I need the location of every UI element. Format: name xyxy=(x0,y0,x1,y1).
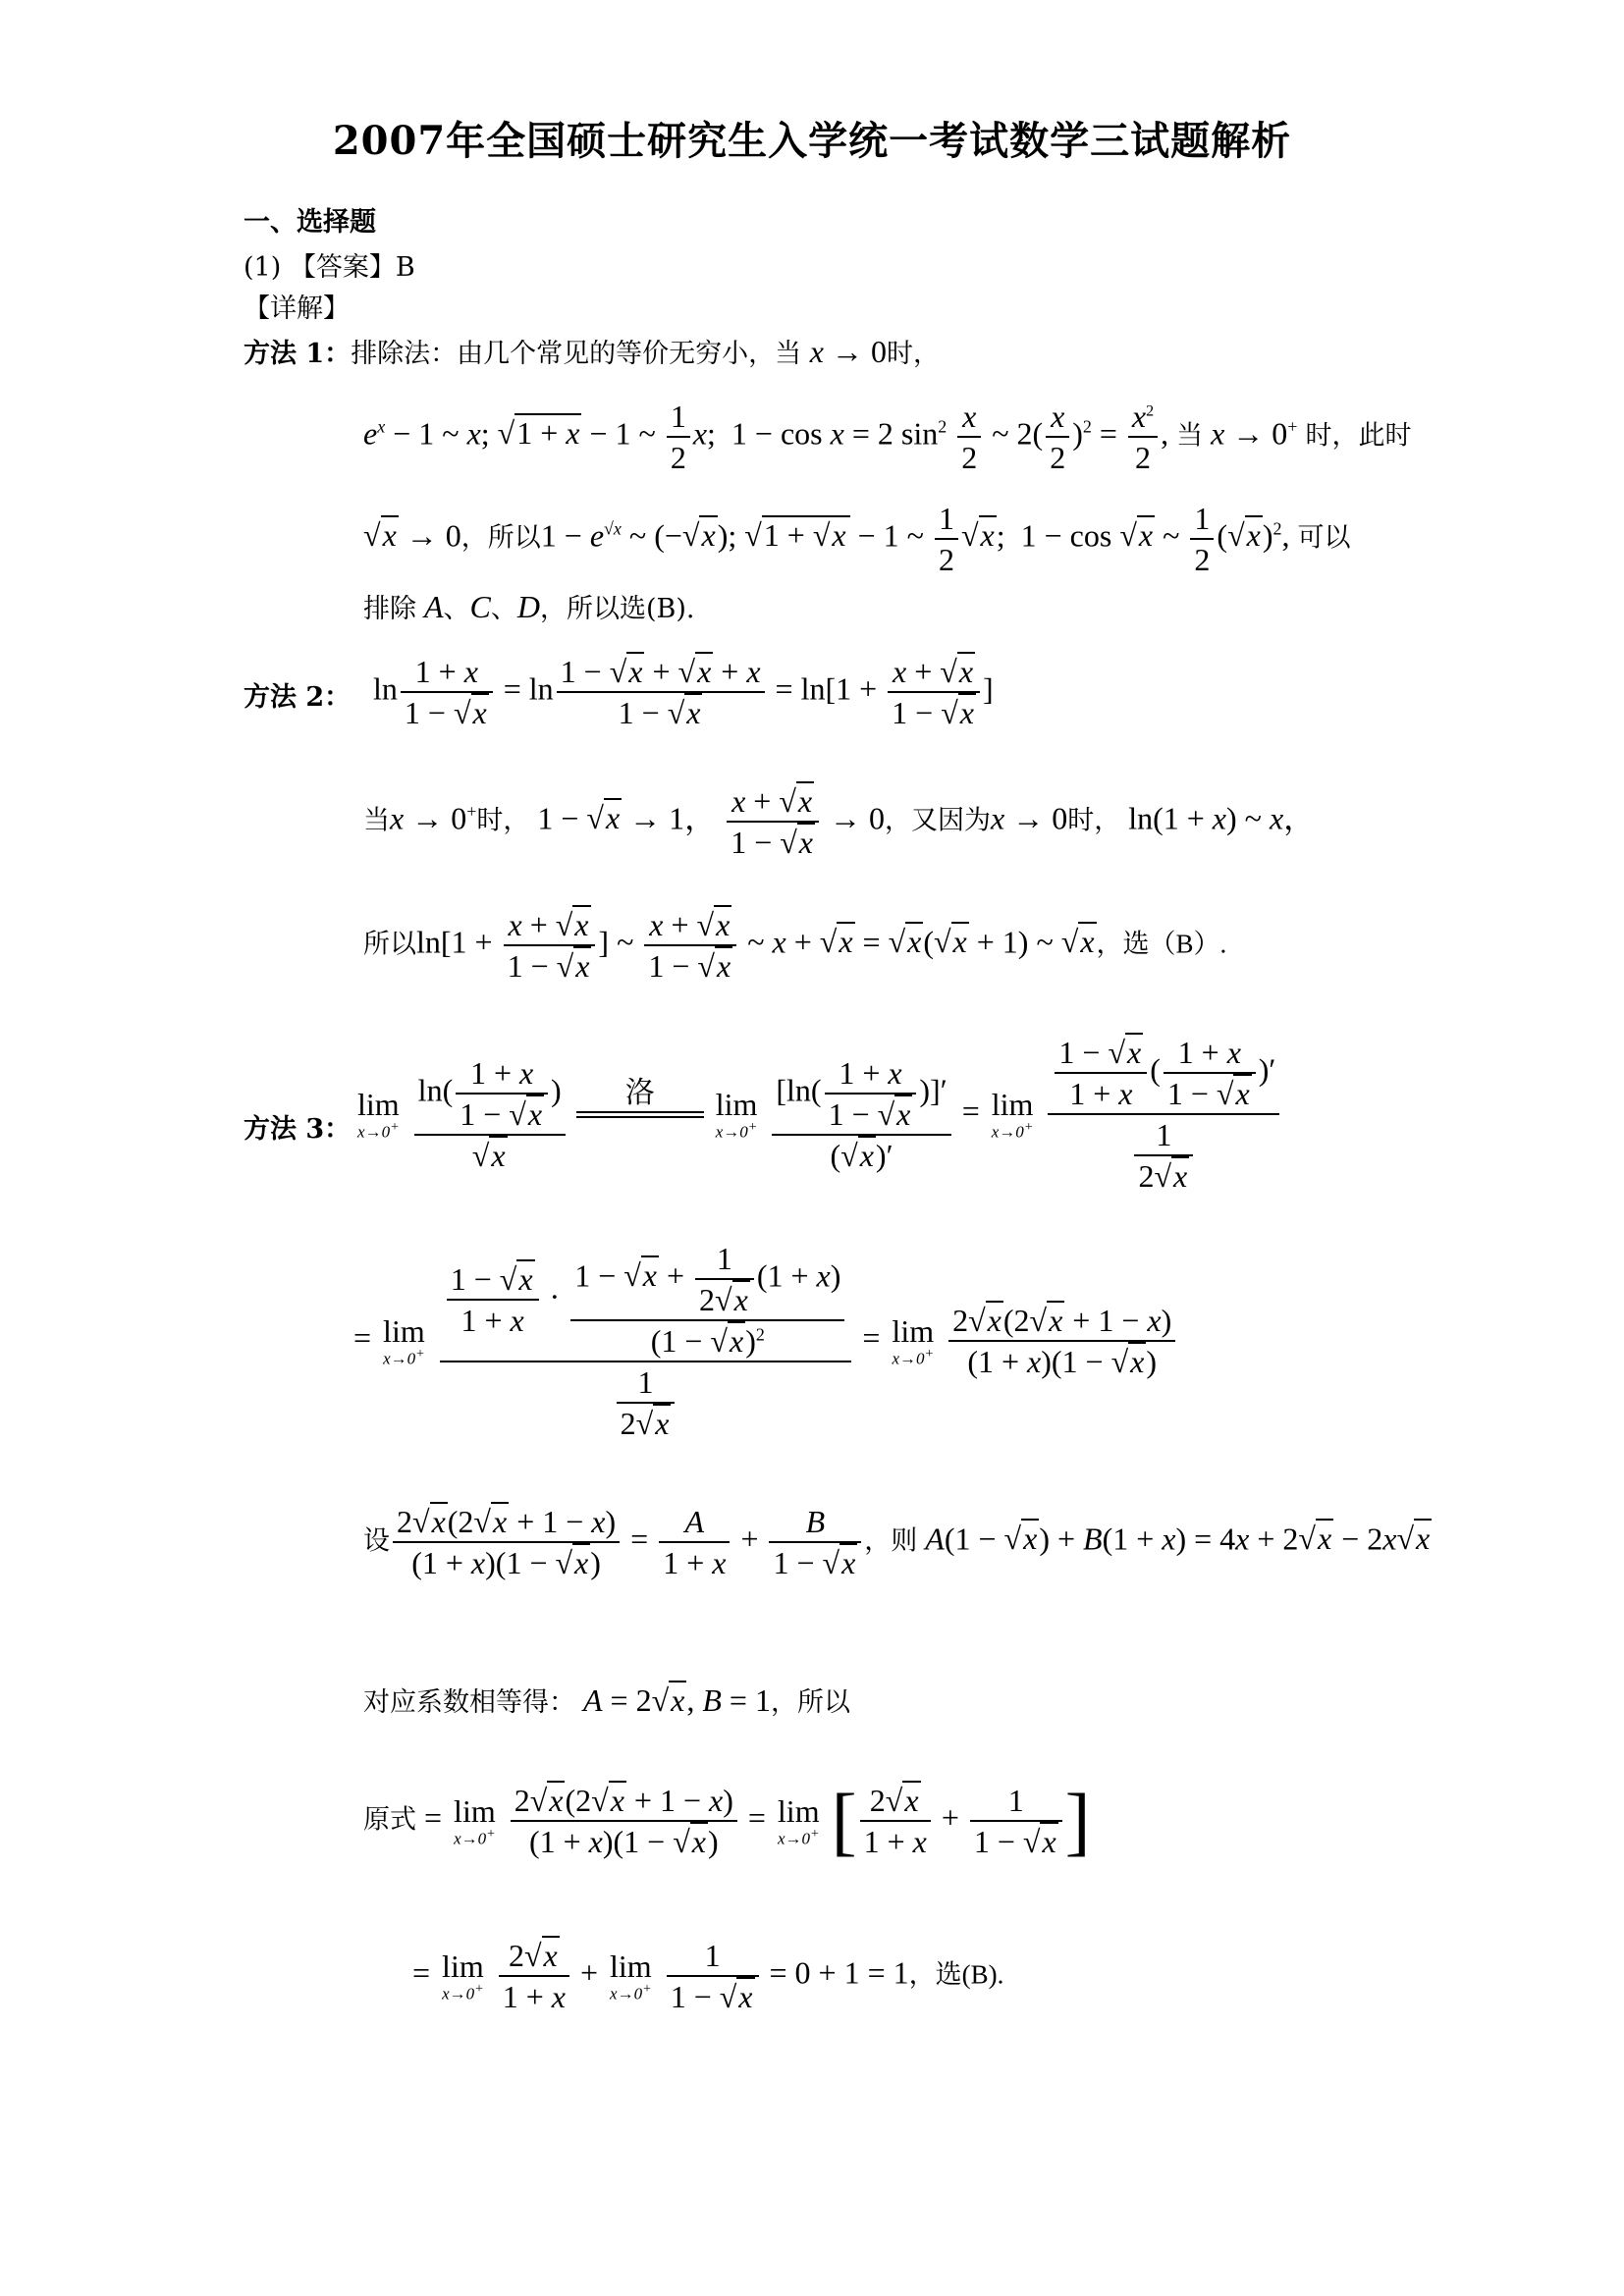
method2-equation-3: 所以ln[1 + $\frac{x + √x}{1 - √x}$ ] ~ $\frac{x + √x}{1 - √x}$ ~ x + √x = √x(√x + 1) ~ √x，选（B）. xyxy=(363,907,1227,984)
method1-equivalences-2: √x → 0，所以$1 - e^{√x}$ ~ (−√x); √1 + √x − 1 ~ $\frac{1}{2}$ √x; 1 − cos √x ~ $\frac{1}{2}$ $(√x)^2$, 可以 xyxy=(363,501,1351,577)
detail-tag: 【详解】 xyxy=(244,294,350,324)
method3-equation-2: = lim x→0+ $\frac{1 - √x}{1 + x}$ · 1 − √x + $\frac{1}{2√x}$ (1 + x) $(1 - √x)^2$ $\frac{1}{2√x}$ = lim x→0+ $\frac{2√x(2√x + 1 - x)}{(1 + x)(1 - √x)}$ xyxy=(353,1239,1178,1443)
method3-equation-3: 设 $\frac{2√x(2√x + 1 - x)}{(1 + x)(1 - √x)}$ = $\frac{A}{1 + x}$ + $\frac{B}{1 - √x}$ ，则 A(1 − √x) + B(1 + x) = 4x + 2√x − 2x√x xyxy=(363,1504,1431,1580)
method2-equation-2: 当x → 0+时， 1 − √x → 1， $\frac{x + √x}{1 - √x}$ → 0，又因为x → 0时， ln(1 + x) ~ x， xyxy=(363,783,1316,860)
method1-conclusion: 排除 A、C、D，所以选(B). xyxy=(363,589,695,624)
page-title: 2007年全国硕士研究生入学统一考试数学三试题解析 xyxy=(332,118,1292,164)
method3-equation-4: 原式 = lim x→0+ $\frac{2√x(2√x + 1 - x)}{(1 + x)(1 - √x)}$ = lim x→0+ [ $\frac{2√x}{1 + x}$ + $\frac{1}{1 - √x}$ ] xyxy=(363,1778,1091,1863)
method3-coefficients: 对应系数相等得： A = 2√x, B = 1，所以 xyxy=(363,1682,850,1718)
method3-equation-5: = lim x→0+ $\frac{2√x}{1 + x}$ + lim x→0+ $\frac{1}{1 - √x}$ = 0 + 1 = 1，选(B). xyxy=(412,1938,1004,2014)
method1-intro: 方法 1：排除法：由几个常见的等价无穷小，当 x → 0时， xyxy=(244,334,940,369)
method1-label: 方法 1： xyxy=(244,339,352,369)
question-answer-line xyxy=(244,245,415,284)
answer-value: B xyxy=(395,252,415,283)
section-heading: 一、选择题 xyxy=(244,207,376,238)
method2-equation-1: ln $\frac{1 + x}{1 - √x}$ = ln $\frac{1 - √x + √x + x}{1 - √x}$ = ln[1 + $\frac{x + √x}{1 - √x}$ ] xyxy=(373,654,994,730)
question-number: (1) xyxy=(244,252,282,283)
method1-equivalences-1: $e^x - 1$ ~ x; √1 + x − 1 ~ $\frac{1}{2}$ x; 1 − cos x = 2 $\sin^2$ $\frac{x}{2}$ ~ 2( $\frac{x}{2}$ )$^2$ = $\frac{x^2}{2}$ , 当 x → 0+ 时，此时 xyxy=(363,399,1412,475)
method2-label: 方法 2： xyxy=(244,682,352,713)
answer-tag: 【答案】 xyxy=(289,252,396,283)
method3-label: 方法 3： xyxy=(244,1114,352,1145)
method3-equation-1: lim x→0+ ln( $\frac{1 + x}{1 - √x}$ ) √x 洛 lim x→0+ [ln( $\frac{1 + x}{1 - √x}$ )]′ (√x)′ = lim x→0+ $\frac{1 - √x}{1 + x}$ ( $\frac{1 + x}{1 - √x}$ )′ $\frac{1}{2√x}$ xyxy=(353,1033,1282,1196)
lhopital-equals: 洛 xyxy=(576,1111,704,1118)
